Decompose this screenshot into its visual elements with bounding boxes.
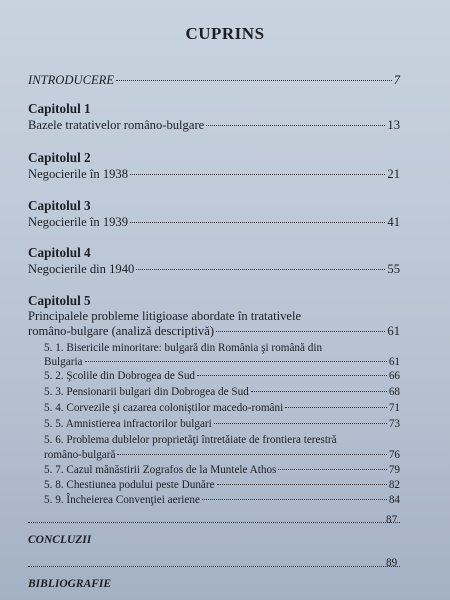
entry-label: 5. 9. Încheierea Convenţiei aeriene bbox=[44, 494, 200, 506]
entry-page: 13 bbox=[387, 118, 400, 132]
entry-label: Negocierile din 1940 bbox=[28, 262, 135, 276]
entry-label: româno-bulgară bbox=[44, 449, 116, 461]
entry-page: 84 bbox=[388, 494, 400, 506]
entry-page: 61 bbox=[387, 324, 400, 338]
entry-page: 71 bbox=[388, 402, 400, 414]
toc-entry-section-5-5 bbox=[44, 418, 400, 430]
entry-label: româno-bulgare (analiză descriptivă) bbox=[28, 324, 215, 338]
toc-entry-chapter-4 bbox=[28, 262, 400, 277]
dot-leader bbox=[117, 454, 386, 455]
dot-leader bbox=[285, 407, 387, 408]
entry-page: 55 bbox=[387, 262, 400, 276]
chapter-heading: Capitolul 2 bbox=[28, 150, 91, 165]
entry-page: 82 bbox=[388, 479, 400, 491]
dot-leader bbox=[202, 499, 387, 500]
toc-entry-chapter-5 bbox=[28, 324, 400, 339]
dot-leader bbox=[130, 222, 385, 223]
entry-page: 7 bbox=[393, 73, 400, 87]
entry-page: 41 bbox=[387, 215, 400, 229]
entry-page: 61 bbox=[388, 356, 400, 368]
toc-entry-chapter-3 bbox=[28, 215, 400, 230]
entry-page: 66 bbox=[388, 370, 400, 382]
entry-page: 21 bbox=[387, 167, 400, 181]
toc-entry-section-5-8 bbox=[44, 479, 400, 491]
toc-entry-concluzii: CONCLUZII bbox=[28, 534, 92, 546]
toc-entry-section-5-6 bbox=[44, 449, 400, 461]
dot-leader bbox=[85, 361, 387, 362]
dot-leader bbox=[28, 566, 400, 567]
toc-entry-section-5-2 bbox=[44, 370, 400, 382]
toc-entry-section-5-4 bbox=[44, 402, 400, 414]
page-title: CUPRINS bbox=[185, 24, 265, 43]
dot-leader bbox=[136, 269, 385, 270]
entry-label: Bazele tratativelor româno-bulgare bbox=[28, 118, 205, 132]
toc-entry-introducere bbox=[28, 73, 400, 88]
entry-label: Negocierile în 1938 bbox=[28, 167, 129, 181]
entry-label: 5. 7. Cazul mănăstirii Zografos de la Muntele Athos bbox=[44, 464, 277, 476]
dot-leader bbox=[251, 391, 387, 392]
entry-page: 76 bbox=[388, 449, 400, 461]
entry-label: 5. 2. Şcolile din Dobrogea de Sud bbox=[44, 370, 196, 382]
entry-page: 68 bbox=[388, 386, 400, 398]
section-title-line: 5. 1. Bisericile minoritare: bulgară din România şi română din bbox=[44, 342, 323, 354]
dot-leader bbox=[214, 423, 387, 424]
dot-leader bbox=[28, 522, 400, 523]
dot-leader bbox=[278, 469, 386, 470]
toc-entry-chapter-2 bbox=[28, 167, 400, 182]
dot-leader bbox=[197, 375, 387, 376]
entry-label: Negocierile în 1939 bbox=[28, 215, 129, 229]
dot-leader bbox=[206, 125, 385, 126]
entry-label: 5. 8. Chestiunea podului peste Dunăre bbox=[44, 479, 215, 491]
entry-page: 89 bbox=[386, 557, 398, 569]
toc-entry-section-5-1 bbox=[44, 356, 400, 368]
entry-label: 5. 4. Corvezile şi cazarea coloniştilor macedo-români bbox=[44, 402, 284, 414]
toc-entry-bibliografie: BIBLIOGRAFIE bbox=[28, 578, 112, 590]
chapter-title-line: Principalele probleme litigioase abordate în tratativele bbox=[28, 309, 302, 323]
chapter-heading: Capitolul 3 bbox=[28, 198, 91, 213]
toc-entry-chapter-1 bbox=[28, 118, 400, 133]
entry-page: 79 bbox=[388, 464, 400, 476]
dot-leader bbox=[116, 80, 392, 81]
toc-entry-section-5-3 bbox=[44, 386, 400, 398]
entry-label: 5. 5. Amnistierea infractorilor bulgari bbox=[44, 418, 212, 430]
section-title-line: 5. 6. Problema dublelor proprietăţi întretăiate de frontiera terestră bbox=[44, 434, 337, 446]
dot-leader bbox=[216, 331, 385, 332]
chapter-heading: Capitolul 5 bbox=[28, 293, 91, 308]
chapter-heading: Capitolul 1 bbox=[28, 101, 91, 116]
entry-page: 73 bbox=[388, 418, 400, 430]
chapter-heading: Capitolul 4 bbox=[28, 245, 91, 260]
entry-label: 5. 3. Pensionarii bulgari din Dobrogea de Sud bbox=[44, 386, 249, 398]
dot-leader bbox=[217, 484, 387, 485]
entry-label: Bulgaria bbox=[44, 356, 83, 368]
entry-page: 87 bbox=[386, 514, 398, 526]
toc-entry-section-5-7 bbox=[44, 464, 400, 476]
entry-label: INTRODUCERE bbox=[28, 73, 115, 87]
dot-leader bbox=[130, 174, 385, 175]
toc-entry-section-5-9 bbox=[44, 494, 400, 506]
